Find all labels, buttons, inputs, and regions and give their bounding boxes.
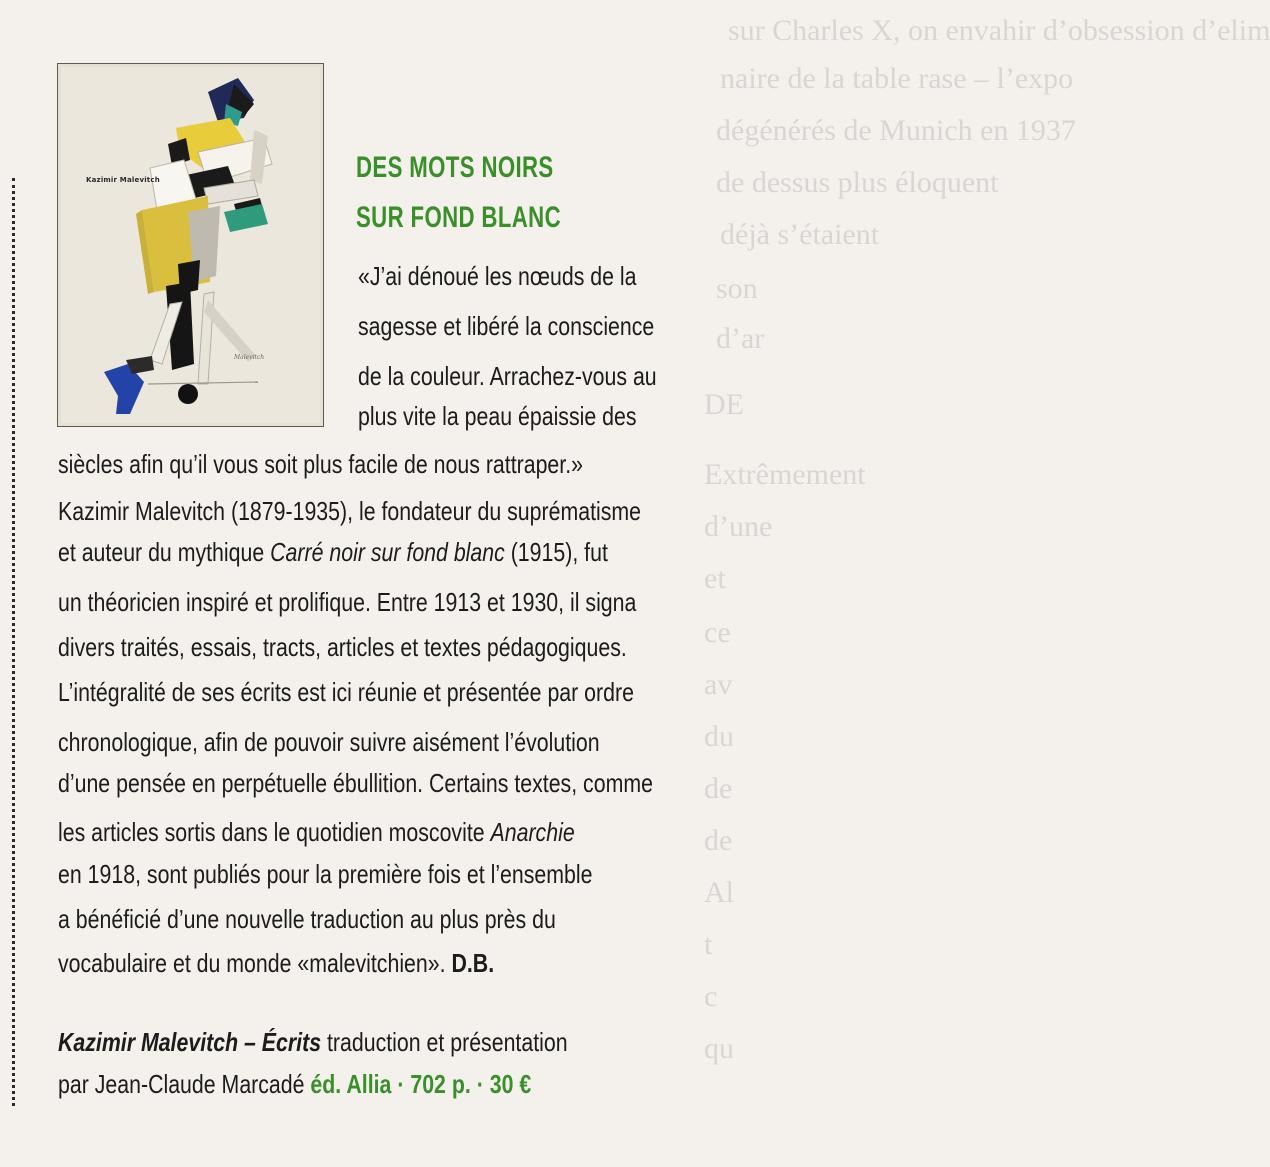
bleed-line: t [704,928,713,961]
body-line: un théoricien inspiré et prolifique. Entre 1913 et 1930, il signa [58,587,637,617]
bleed-line: de [704,824,733,857]
bleed-line: av [704,668,733,701]
newspaper-title: Anarchie [490,817,575,847]
body-line: siècles afin qu’il vous soit plus facile de nous rattraper.» [58,449,584,479]
dotted-rule [12,178,15,1106]
body-line [58,944,494,982]
bleed-line: déjà s’étaient [720,218,880,251]
body-line: Kazimir Malevitch (1879-1935), le fondateur du suprématisme [58,496,642,526]
credit-line-2 [58,1065,531,1103]
cover-author-name: Kazimir Malevitch [86,176,160,184]
publisher-info: éd. Allia · 702 p. · 30 € [310,1069,532,1099]
credit-line-1 [58,1023,568,1061]
bleed-through-text [690,0,1270,1167]
bleed-line: naire de la table rase – l’expo [720,62,1074,95]
body-text: et auteur du mythique [58,537,271,567]
headline-line-2: SUR FOND BLANC [356,201,561,234]
bleed-line: du [704,720,734,753]
bleed-line: et [704,562,726,595]
body-line: a bénéficié d’une nouvelle traduction au plus près du [58,904,556,934]
credit-translator: par Jean-Claude Marcadé [58,1069,311,1099]
body-line: chronologique, afin de pouvoir suivre aisément l’évolution [58,727,600,757]
bleed-line: d’ar [716,322,765,355]
body-line: sagesse et libéré la conscience [358,311,655,341]
bleed-line: sur Charles X, on envahir d’obsession d’elim [728,14,1270,47]
bleed-line: son [716,272,758,305]
body-line [58,533,608,571]
suprematist-figure-illustration [58,64,323,426]
book-cover-image [57,63,324,427]
body-text: vocabulaire et du monde «malevitchien». [58,948,452,978]
article-headline [356,143,561,243]
author-initials: D.B. [451,948,495,978]
bleed-line: de [704,772,733,805]
body-line: divers traités, essais, tracts, articles et textes pédagogiques. [58,632,627,662]
body-text: (1915), fut [504,537,608,567]
bleed-line: dégénérés de Munich en 1937 [716,114,1076,147]
credit-text: traduction et présentation [321,1027,568,1057]
body-line: plus vite la peau épaissie des [358,401,637,431]
bleed-line: Extrêmement [704,458,866,491]
bleed-line: qu [704,1032,734,1065]
body-line: L’intégralité de ses écrits est ici réunie et présentée par ordre [58,677,634,707]
body-line: de la couleur. Arrachez-vous au [358,361,657,391]
body-text: les articles sortis dans le quotidien moscovite [58,817,491,847]
bleed-line: Al [704,876,734,909]
cover-signature: Malevitch [234,354,265,361]
headline-line-1: DES MOTS NOIRS [356,151,554,184]
body-line [58,813,575,851]
book-title: Kazimir Malevitch – Écrits [58,1027,322,1057]
bleed-line: c [704,980,718,1013]
bleed-line: d’une [704,510,773,543]
body-line: d’une pensée en perpétuelle ébullition. Certains textes, comme [58,768,653,798]
bleed-line: de dessus plus éloquent [716,166,999,199]
body-line: «J’ai dénoué les nœuds de la [358,261,637,291]
artwork-title: Carré noir sur fond blanc [270,537,505,567]
body-line: en 1918, sont publiés pour la première fois et l’ensemble [58,859,593,889]
bleed-line: DE [704,388,744,421]
bleed-line: ce [704,616,731,649]
